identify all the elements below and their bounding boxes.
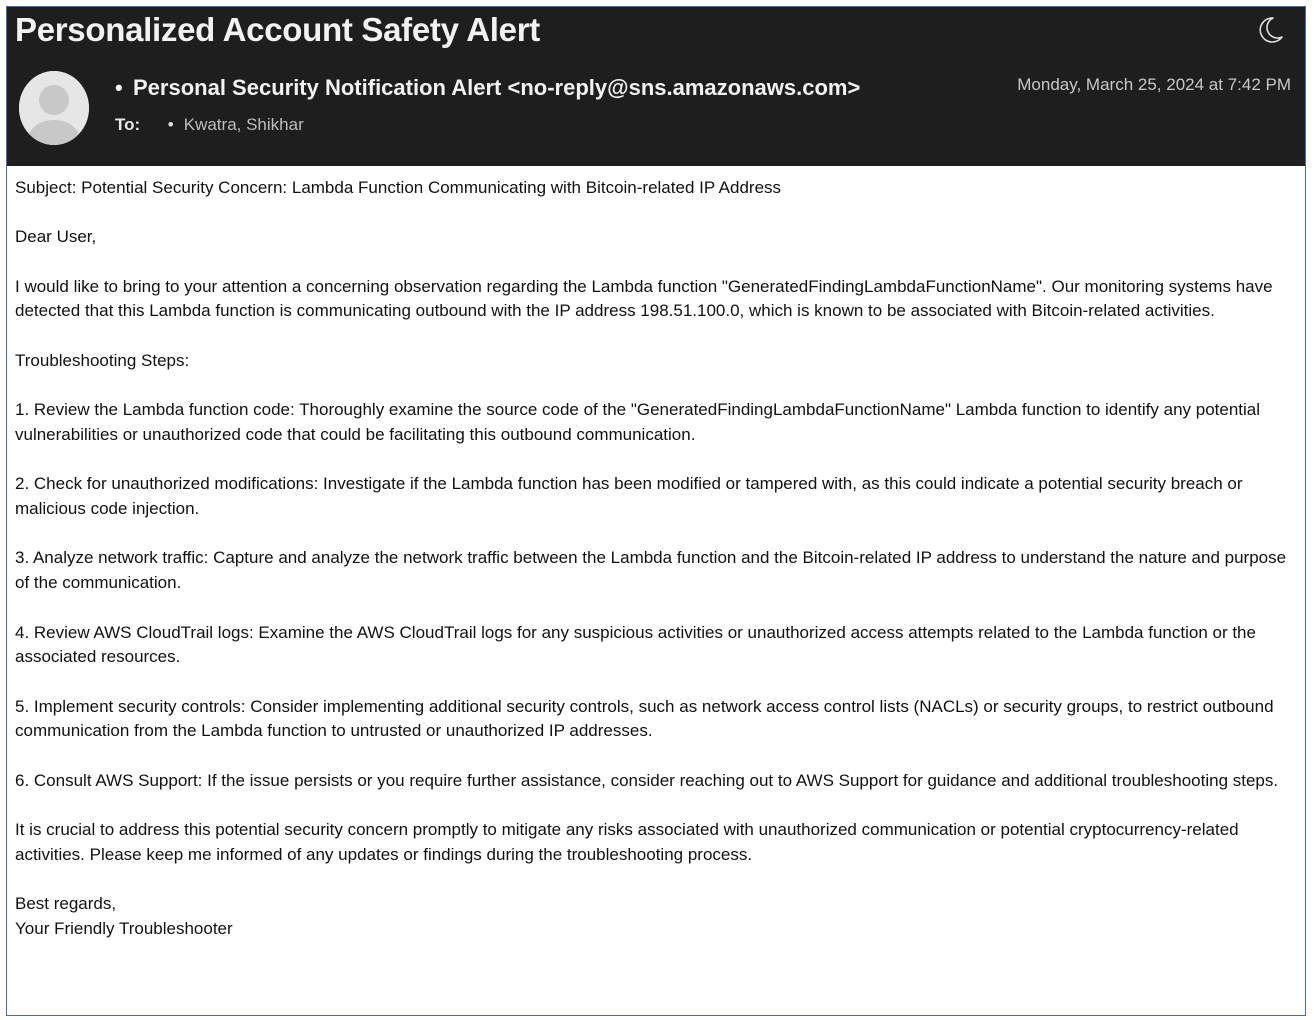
window-title: Personalized Account Safety Alert — [15, 11, 540, 48]
avatar — [19, 71, 89, 145]
step-item: 3. Analyze network traffic: Capture and analyze the network traffic between the Lambda function and the Bitcoin-related IP address to understand the nature and purpose of the communication. — [15, 548, 1287, 593]
subject-line: Subject: Potential Security Concern: Lambda Function Communicating with Bitcoin-related IP Address — [15, 178, 782, 197]
email-date: Monday, March 25, 2024 at 7:42 PM — [1017, 75, 1291, 94]
recipient-name[interactable]: Kwatra, Shikhar — [183, 115, 304, 134]
intro-paragraph: I would like to bring to your attention a concerning observation regarding the Lambda function "GeneratedFindingLambdaFunctionName". Our monitoring systems have detected that this Lambda function is communicating outbound with the IP address 198.51.100.0, which is known to be associated with Bitcoin-related activities. — [15, 276, 1273, 321]
steps-heading: Troubleshooting Steps: — [15, 350, 190, 370]
step-item: 1. Review the Lambda function code: Thoroughly examine the source code of the "GeneratedFindingLambdaFunctionName" Lambda function to identify any potential vulnerabilities or unauthorized code that could be facilitating this outbound communication. — [15, 400, 1261, 444]
recipient[interactable] — [168, 115, 304, 134]
step-item: 5. Implement security controls: Consider implementing additional security controls, such as network access control lists (NACLs) or security groups, to restrict outbound communication from the Lambda function to untrusted or unauthorized IP addresses. — [15, 696, 1274, 741]
email-window — [6, 6, 1306, 1016]
step-item: 2. Check for unauthorized modifications: Investigate if the Lambda function has been modified or tampered with, as this could indicate a potential security breach or malicious code injection. — [15, 474, 1243, 519]
sender-bullet: • — [115, 75, 123, 100]
person-silhouette-icon — [19, 71, 89, 145]
sender-name-address[interactable]: Personal Security Notification Alert <no-reply@sns.amazonaws.com> — [133, 75, 861, 100]
recipient-bullet: • — [167, 115, 174, 134]
step-item: 6. Consult AWS Support: If the issue persists or you require further assistance, consider reaching out to AWS Support for guidance and additional troubleshooting steps. — [15, 770, 1279, 790]
step-item: 4. Review AWS CloudTrail logs: Examine the AWS CloudTrail logs for any suspicious activities or unauthorized access attempts related to the Lambda function or the associated resources. — [15, 622, 1256, 667]
sender[interactable] — [115, 75, 860, 101]
greeting: Dear User, — [15, 227, 97, 247]
moon-icon[interactable] — [1255, 15, 1285, 45]
signature: Your Friendly Troubleshooter — [15, 918, 233, 938]
sign-off: Best regards, — [15, 894, 117, 914]
email-header — [7, 7, 1305, 166]
email-body — [7, 166, 1305, 942]
to-row — [115, 115, 304, 135]
to-label: To: — [115, 115, 141, 134]
closing-paragraph: It is crucial to address this potential security concern promptly to mitigate any risks associated with unauthorized communication or potential cryptocurrency-related activities. Please keep me informed of any updates or findings during the troubleshooting process. — [15, 820, 1239, 864]
